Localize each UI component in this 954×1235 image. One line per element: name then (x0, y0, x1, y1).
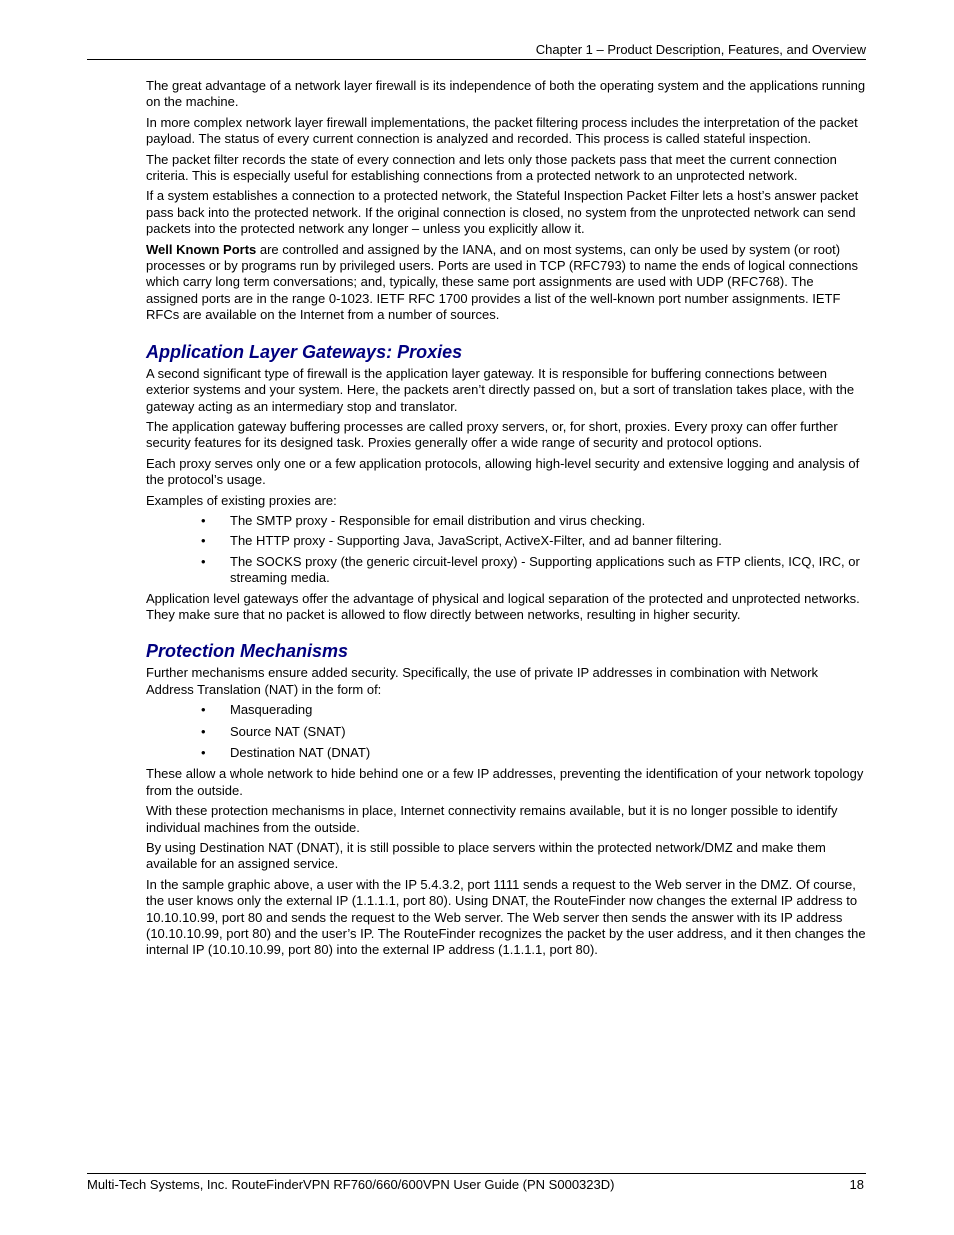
page-body (146, 78, 868, 963)
paragraph: A second significant type of firewall is the application layer gateway. It is responsible for buffering connections between exterior systems and your system. Here, the packets aren’t directly passed on, but a sort of translation takes place, with the gateway acting as an intermediary stop and translator. (146, 365, 855, 414)
paragraph: In more complex network layer firewall implementations, the packet filtering process includes the interpretation of the packet payload. The status of every current connection is analyzed and recorded. This process is called stateful inspection. (146, 114, 858, 147)
page-footer (87, 1173, 866, 1192)
paragraph: Examples of existing proxies are: (146, 492, 337, 508)
paragraph: In the sample graphic above, a user with the IP 5.4.3.2, port 1111 sends a request to the Web server in the DMZ. Of course, the user knows only the external IP (1.1.1.1, port 80). Using DNAT, the RouteFinder now changes the external IP address to 10.10.10.99, port 80 and sends the request to the Web server. The Web server then sends the answer with its IP address (10.10.10.99, port 80) and the user’s IP. The RouteFinder recognizes the packet by the user address, and it then changes the internal IP (10.10.10.99, port 80) into the external IP address (1.1.1.1, port 80). (146, 876, 866, 958)
page-number: 18 (849, 1177, 864, 1192)
paragraph: The application gateway buffering processes are called proxy servers, or, for short, proxies. Every proxy can offer further security features for its designed task. Proxies generally offer a wide range of security and protocol options. (146, 418, 838, 451)
page-header (87, 42, 866, 60)
list-item: • The HTTP proxy - Supporting Java, JavaScript, ActiveX-Filter, and ad banner filtering. (146, 533, 868, 549)
paragraph-text: are controlled and assigned by the IANA, and on most systems, can only be used by system (or root) processes or by programs run by privileged users. Ports are used in TCP (RFC793) to name the ends of logical connections which carry long term conversations; and, typically, these same port assignments are used with UDP (RFC768). The assigned ports are in the range 0-1023. IETF RFC 1700 provides a list of the well-known port number assignments. IETF RFCs are available on the Internet from a number of sources. (146, 241, 858, 323)
paragraph: Each proxy serves only one or a few application protocols, allowing high-level security and extensive logging and analysis of the protocol’s usage. (146, 455, 860, 488)
paragraph: By using Destination NAT (DNAT), it is still possible to place servers within the protected network/DMZ and make them available for an assigned service. (146, 840, 826, 872)
paragraph: Further mechanisms ensure added security. Specifically, the use of private IP addresses in combination with Network Address Translation (NAT) in the form of: (146, 665, 818, 697)
paragraph-well-known-ports (146, 242, 868, 324)
list-item: • Source NAT (SNAT) (146, 724, 868, 740)
section-heading-alg: Application Layer Gateways: Proxies (146, 341, 463, 362)
term-well-known-ports: Well Known Ports (146, 241, 257, 257)
chapter-title: Chapter 1 – Product Description, Features, and Overview (535, 42, 866, 57)
footer-document-title: Multi-Tech Systems, Inc. RouteFinderVPN RF760/660/600VPN User Guide (PN S000323D) (87, 1177, 615, 1192)
list-item: • Destination NAT (DNAT) (146, 745, 868, 761)
paragraph: With these protection mechanisms in place, Internet connectivity remains available, but it is no longer possible to identify individual machines from the outside. (146, 803, 838, 835)
paragraph: If a system establishes a connection to a protected network, the Stateful Inspection Packet Filter lets a host’s answer packet pass back into the protected network. If the original connection is closed, no system from the unprotected network can send packets into the protected network any longer – unless you explicitly allow it. (146, 188, 859, 237)
proxy-list (146, 513, 868, 587)
section-heading-protection: Protection Mechanisms (146, 641, 349, 662)
paragraph: These allow a whole network to hide behind one or a few IP addresses, preventing the identification of your network topology from the outside. (146, 766, 864, 798)
paragraph: Application level gateways offer the advantage of physical and logical separation of the protected and unprotected networks. They make sure that no packet is allowed to flow directly between networks, resulting in higher security. (146, 590, 860, 622)
list-item: • Masquerading (146, 702, 868, 718)
nat-list (146, 702, 868, 761)
list-item: • The SMTP proxy - Responsible for email distribution and virus checking. (146, 513, 868, 529)
paragraph: The great advantage of a network layer firewall is its independence of both the operating system and the applications running on the machine. (146, 78, 866, 110)
paragraph: The packet filter records the state of every connection and lets only those packets pass that meet the current connection criteria. This is especially useful for establishing connections from a protected network to an unprotected network. (146, 151, 837, 184)
list-item: • The SOCKS proxy (the generic circuit-level proxy) - Supporting applications such as FTP clients, ICQ, IRC, or streaming media. (146, 554, 868, 587)
